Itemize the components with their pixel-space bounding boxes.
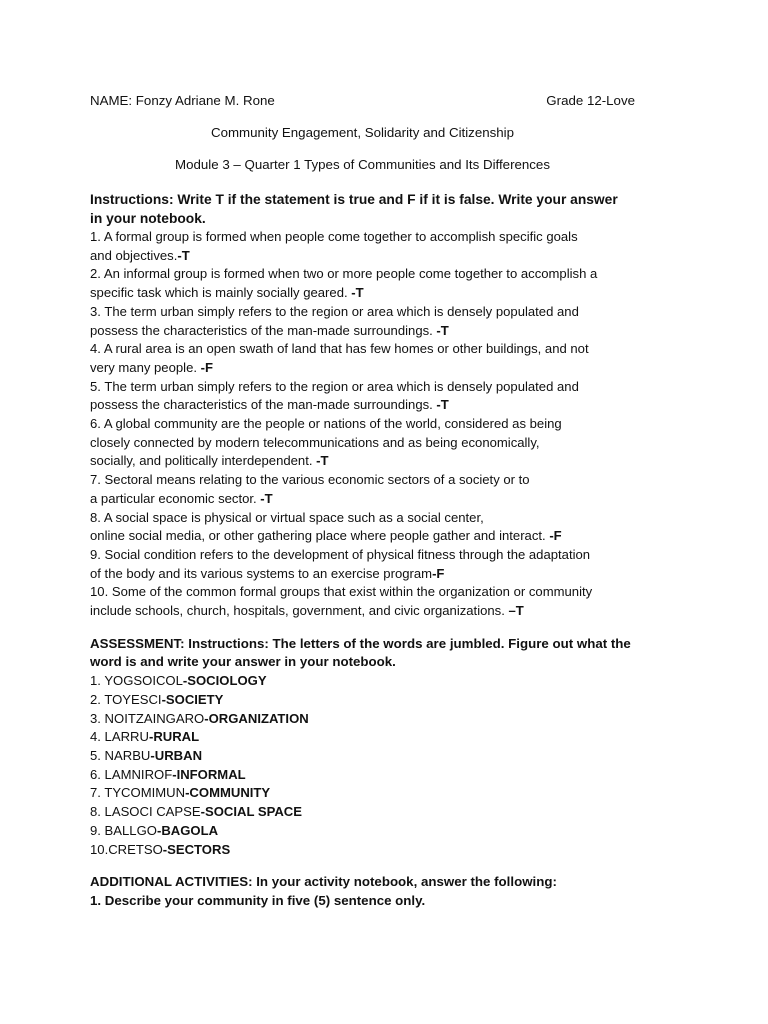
word-answer: -SECTORS [162,841,231,857]
list-item [90,509,650,546]
list-item [90,747,650,766]
list-item [90,691,650,710]
word-answer: -SOCIOLOGY [182,673,267,689]
list-item [90,546,650,583]
list-item [90,471,650,508]
word-answer: -BAGOLA [156,822,219,838]
item-answer: -F [200,359,213,375]
jumbled-word: 6. LAMNIROF [90,766,173,782]
jumbled-word: 2. TOYESCI [90,691,162,707]
list-item [90,378,650,415]
jumbled-word: 1. YOGSOICOL [90,673,183,689]
jumbled-word: 3. NOITZAINGARO [90,710,205,726]
document-page [90,93,650,911]
item-answer: -T [316,453,329,469]
word-answer: -RURAL [148,729,200,745]
word-answer: -COMMUNITY [185,785,271,801]
item-answer: -F [432,565,445,581]
item-statement: 4. A rural area is an open swath of land that has few homes or other buildings, and not very many people. [90,341,589,375]
jumbled-word: 8. LASOCI CAPSE [90,804,201,820]
list-item [90,822,650,841]
jumbled-word: 10.CRETSO [90,841,163,857]
list-item [90,672,650,691]
item-answer: -T [436,397,449,413]
list-item [90,803,650,822]
grade-section: Grade 12-Love [546,93,635,108]
item-answer: -T [260,490,273,506]
additional-question: 1. Describe your community in five (5) sentence only. [90,892,426,908]
list-item [90,728,650,747]
assessment-instructions: ASSESSMENT: Instructions: The letters of the words are jumbled. Figure out what the word is and write your answer in your notebook. [90,635,631,670]
item-statement: 9. Social condition refers to the development of physical fitness through the adaptation of the body and its various systems to an exercise program [90,546,591,581]
list-item [90,303,650,340]
item-statement: 10. Some of the common formal groups that exist within the organization or community include schools, church, hospitals, government, and civic organizations. [90,584,593,619]
item-answer: -T [351,285,364,301]
subject-title: Community Engagement, Solidarity and Citizenship [210,125,515,140]
item-statement: 7. Sectoral means relating to the various economic sectors of a society or to a particular economic sector. [90,472,530,506]
item-answer: –T [508,603,524,619]
list-item [90,710,650,729]
student-name: NAME: Fonzy Adriane M. Rone [90,93,275,108]
word-answer: -SOCIAL SPACE [200,804,302,820]
jumbled-word: 4. LARRU [90,729,149,745]
additional-activities [90,873,650,910]
list-item [90,228,650,265]
list-item [90,841,650,860]
true-false-instructions: Instructions: Write T if the statement is true and F if it is false. Write your answer in your notebook. [90,192,618,226]
jumbled-words-list [90,672,650,859]
item-answer: -T [177,247,190,263]
header-row [90,93,635,109]
item-statement: 5. The term urban simply refers to the region or area which is densely populated and possess the characteristics of the man-made surroundings. [90,378,579,413]
item-statement: 8. A social space is physical or virtual space such as a social center, online social media, or other gathering place where people gather and interact. [90,509,546,544]
item-statement: 2. An informal group is formed when two or more people come together to accomplish a specific task which is mainly socially geared. [90,266,598,301]
list-item [90,766,650,785]
item-statement: 3. The term urban simply refers to the region or area which is densely populated and possess the characteristics of the man-made surroundings. [90,303,579,338]
list-item [90,415,650,471]
true-false-list [90,228,650,621]
word-answer: -URBAN [150,747,203,763]
list-item [90,583,650,620]
additional-heading: ADDITIONAL ACTIVITIES: In your activity notebook, answer the following: [90,874,557,890]
module-title: Module 3 – Quarter 1 Types of Communities and Its Differences [175,157,550,172]
list-item [90,784,650,803]
list-item [90,340,650,377]
item-answer: -F [549,528,562,544]
item-statement: 6. A global community are the people or nations of the world, considered as being closely connected by modern telecommunications and as being economically, socially, and politically interdependent. [90,416,562,469]
jumbled-word: 7. TYCOMIMUN [90,785,186,801]
jumbled-word: 9. BALLGO [90,822,157,838]
list-item [90,265,650,302]
jumbled-word: 5. NARBU [90,747,151,763]
item-answer: -T [436,322,449,338]
item-statement: 1. A formal group is formed when people come together to accomplish specific goals and objectives. [90,229,578,263]
word-answer: -SOCIETY [161,691,224,707]
word-answer: -INFORMAL [172,766,246,782]
word-answer: -ORGANIZATION [204,710,309,726]
